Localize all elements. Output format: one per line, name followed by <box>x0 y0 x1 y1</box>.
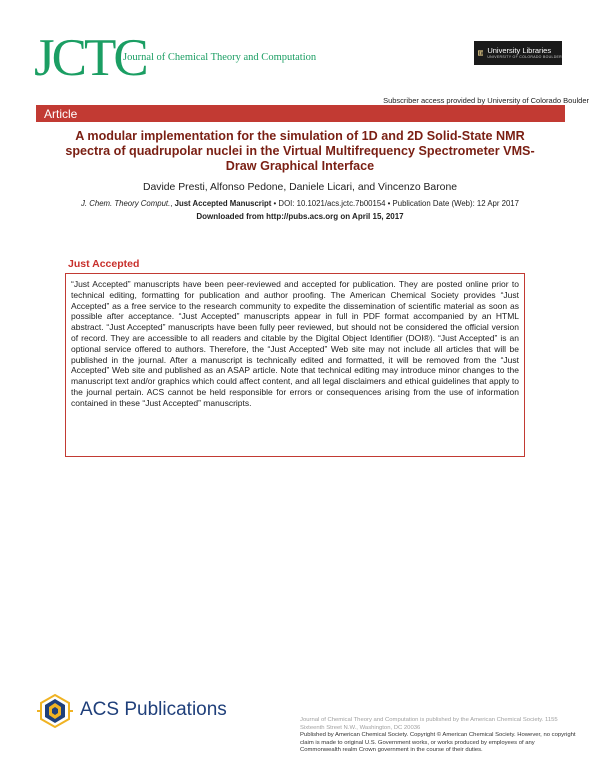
acs-hexagon-logo-icon <box>35 693 75 729</box>
just-accepted-notice-box <box>65 273 525 457</box>
subscriber-access-note: Subscriber access provided by University of Colorado Boulder <box>383 96 589 105</box>
jctc-logo <box>34 29 146 88</box>
article-type-bar <box>36 105 565 122</box>
university-logo-title: University Libraries <box>487 45 552 55</box>
cu-buffalo-icon <box>478 44 483 62</box>
journal-name: Journal of Chemical Theory and Computation <box>123 52 317 63</box>
university-libraries-logo <box>474 41 562 65</box>
article-title: A modular implementation for the simulation of 1D and 2D Solid-State NMR spectra of quadrupolar nuclei in the Virtual Multifrequency Spectrometer VMS-Draw Graphical Interface <box>65 129 535 174</box>
jctc-logo-text: JCTC <box>34 29 146 87</box>
university-logo-subtitle: UNIVERSITY OF COLORADO BOULDER <box>487 54 562 59</box>
article-citation: J. Chem. Theory Comput., Just Accepted Manuscript • DOI: 10.1021/acs.jctc.7b00154 • Publication Date (Web): 12 Apr 2017 <box>81 199 519 208</box>
citation-journal: J. Chem. Theory Comput. <box>81 199 171 208</box>
download-note: Downloaded from http://pubs.acs.org on April 15, 2017 <box>196 212 404 221</box>
just-accepted-notice-text: “Just Accepted” manuscripts have been peer-reviewed and accepted for publication. They are posted online prior to technical editing, formatting for publication and author proofing. The American Chemical Society provides “Just Accepted” as a free service to the research community to expedite the dissemination of scientific material as soon as possible after acceptance. “Just Accepted” manuscripts appear in full in PDF format accompanied by an HTML abstract. “Just Accepted” manuscripts have been fully peer reviewed, but should not be considered the official version of record. They are accessible to all readers and citable by the Digital Object Identifier (DOI®). “Just Accepted” is an optional service offered to authors. Therefore, the “Just Accepted” Web site may not include all articles that will be published in the journal. After a manuscript is technically edited and formatted, it will be removed from the “Just Accepted” Web site and published as an ASAP article. Note that technical editing may introduce minor changes to the manuscript text and/or graphics which could affect content, and all legal disclaimers and ethical guidelines that apply to the journal pertain. ACS cannot be held responsible for errors or consequences arising from the use of information contained in these “Just Accepted” manuscripts. <box>71 279 519 408</box>
citation-status: Just Accepted Manuscript <box>174 199 272 208</box>
footer-note-copyright: Published by American Chemical Society. Copyright © American Chemical Society. However, no copyright claim is made to original U.S. Government works, or works produced by employees of any Commonwealth realm Crown government in the course of their duties. <box>300 732 576 753</box>
article-authors: Davide Presti, Alfonso Pedone, Daniele Licari, and Vincenzo Barone <box>142 182 458 193</box>
citation-details: • DOI: 10.1021/acs.jctc.7b00154 • Publication Date (Web): 12 Apr 2017 <box>271 199 519 208</box>
article-type-label: Article <box>44 107 78 121</box>
publisher-footer-note <box>300 717 576 755</box>
acs-publications-wordmark: ACS Publications <box>80 699 227 720</box>
just-accepted-heading: Just Accepted <box>68 258 140 270</box>
footer-note-publisher: Journal of Chemical Theory and Computation is published by the American Chemical Society. 1155 Sixteenth Street N.W., Washington, DC 20036 <box>300 717 558 731</box>
